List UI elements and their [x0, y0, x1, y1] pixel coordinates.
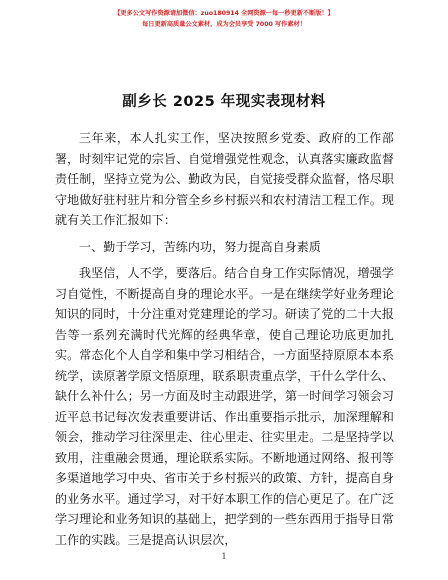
page-number: 1 [221, 552, 227, 561]
promo-banner [0, 8, 448, 30]
document-title: 副乡长 2025 年现实表现材料 [122, 94, 326, 110]
promo-banner-line-2: 每日更新高质量公文素材，成为会员享受 7000 写作素材！ [142, 21, 306, 28]
section-heading: 一、勤于学习，苦练内功，努力提高自身素质 [79, 239, 322, 254]
intro-paragraph: 三年来，本人扎实工作，坚决按照乡党委、政府的工作部署，时刻牢记党的宗旨、自觉增强党性观念，认真落实廉政监督责任制，坚持立党为公、勤政为民，自觉接受群众监督，恪尽职守地做好驻村驻片和分管全乡乡村振兴和农村清洁工程工作。现就有关工作汇报如下： [55, 131, 394, 227]
promo-banner-line-1: 【更多公文写作资源请加微信：zuo180914 全网资源一每一秒更新不断版！】 [114, 10, 334, 17]
body-paragraph: 我坚信，人不学，要落后。结合自身工作实际情况，增强学习自觉性，不断提高自身的理论水平。一是在继续学好业务理论知识的同时，十分注重对党建理论的学习。研读了党的二十大报告等一系列充满时代光辉的经典华章，使自己理论功底更加扎实。常态化个人自学和集中学习相结合，一方面坚持原原本本系统学，读原著学原文悟原理，联系职责重点学，干什么学什么、缺什么补什么；另一方面及时主动跟进学，第一时间学习领会习近平总书记每次发表重要讲话、作出重要指示批示，加深理解和领会，推动学习往深里走、往心里走、往实里走。二是坚持学以致用，注重融会贯通，理论联系实际。不断地通过网络、报刊等多渠道地学习中央、省市关于乡村振兴的政策、方针，提高自身的业务水平。通过学习，对干好本职工作的信心更足了。在广泛学习理论和业务知识的基础上，把学到的一些东西用于指导日常工作的实践。三是提高认识层次， [55, 266, 394, 547]
document-body [55, 128, 394, 550]
